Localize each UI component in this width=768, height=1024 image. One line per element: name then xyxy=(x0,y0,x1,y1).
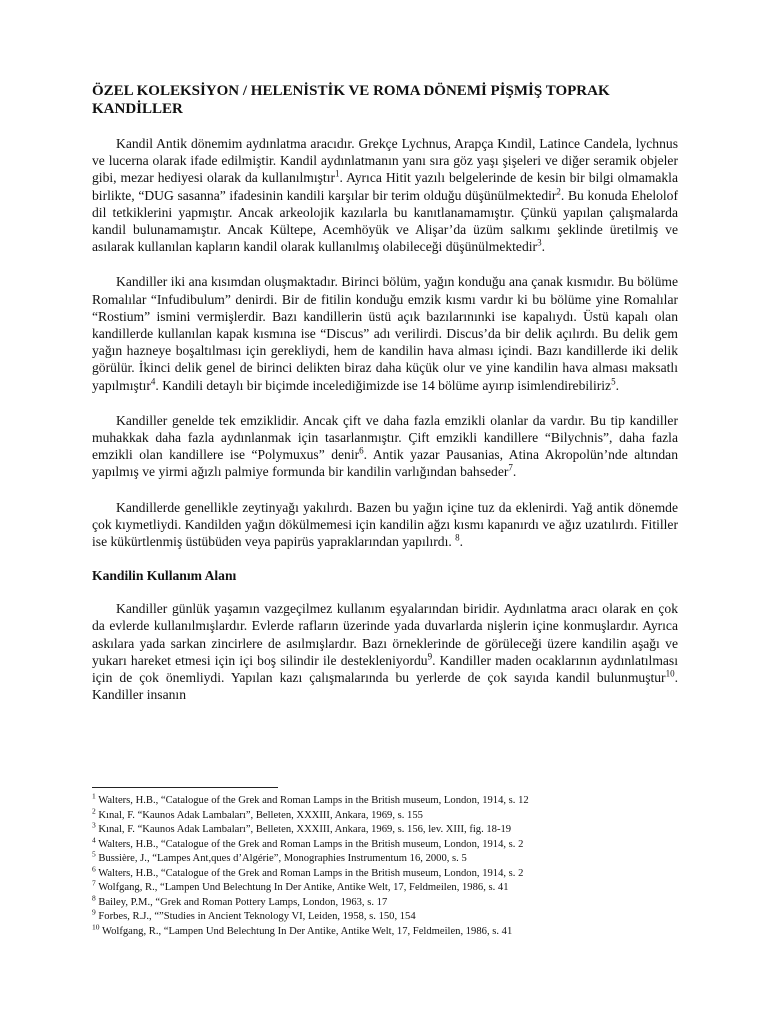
section-heading: Kandilin Kullanım Alanı xyxy=(92,568,237,584)
footnote-ref: 8 xyxy=(455,532,460,543)
footnote-ref: 1 xyxy=(335,168,340,179)
footnote-ref: 6 xyxy=(359,445,364,456)
footnote-item: $^3$ Kınal, F. “Kaunos Adak Lambaları”, Belleten, XXXIII, Ankara, 1969, s. 156, lev. XIII, fig. 18-19 xyxy=(92,820,512,835)
footnote-item: $^8$ Bailey, P.M., “Grek and Roman Pottery Lamps, London, 1963, s. 17 xyxy=(92,892,388,908)
paragraph-intro: Kandil Antik dönemim aydınlatma aracıdır. Grekçe Lychnus, Arapça Kındil, Latince Candela, lychnus ve lucerna olarak ifade edilmiştir. Kandil aydınlatmanın yanı sıra göz yaşı şişeleri ve diğer seramik objeler gibi, mezar hediyesi olarak da kullanılmıştır$^1$. Ayrıca Hitit yazılı belgelerinde de kesin bir bilgi olmamakla birlikte, “DUG sasanna” ifadesinin kandili karşılar bir terim olduğu düşünülmektedir$^2$. Bu konuda Ehelolof dil tetkiklerini yapmıştır. Ancak arkeolojik kazılarla bu kanıtlanamamıştır. Çünkü yapılan çalışmalarda kandil bulunamamıştır. Ancak Kültepe, Acemhöyük ve Alişar’da üzüm salkımı şeklinde üretilmiş ve asılarak kullanılan kapların kandil olarak kullanılmış olabileceği düşünülmektedir$^3$. xyxy=(92,136,678,255)
footnote-ref: 9 xyxy=(427,651,433,662)
footnote-item: $^4$ Walters, H.B., “Catalogue of the Grek and Roman Lamps in the British museum, London, 1914, s. 2 xyxy=(92,834,524,850)
footnote-item: $^9$ Forbes, R.J., “”Studies in Ancient Teknology VI, Leiden, 1958, s. 150, 154 xyxy=(92,907,416,922)
footnote-ref: 5 xyxy=(611,376,616,387)
footnote-ref: 3 xyxy=(537,237,542,248)
footnote-divider xyxy=(92,787,278,788)
footnote-item: $^1$ Walters, H.B., “Catalogue of the Grek and Roman Lamps in the British museum, London, 1914, s. 12 xyxy=(92,791,529,806)
document-title: ÖZEL KOLEKSİYON / HELENİSTİK VE ROMA DÖNEMİ PİŞMİŞ TOPRAK KANDİLLER xyxy=(92,83,610,117)
footnote-ref: 2 xyxy=(556,186,561,197)
paragraph-parts: Kandiller iki ana kısımdan oluşmaktadır. Birinci bölüm, yağın konduğu ana çanak kısmıdır. Bu bölüme Romalılar “Infudibulum” denirdi. Bir de fitilin konduğu emzik kısmı vardır ki bu bölüme yine Romalılar “Rostium” ismini vermişlerdir. Bazı kandillerin üstü açık bazılarınınki ise kapalıydı. Üstü kapalı olan kandillerde kullanılan kapak kısmına ise “Discus” adı verilirdi. Discus’da bir delik açılırdı. Bu delik gem yağın hazneye boşaltılması için gerekliydi, hem de kandilin hava alması içindi. Bazı kandillerde iki delik görülür. İkinci delik genel de birinci delikten biraz daha küçük olur ve yine kandilin hava alması maksatlı yapılmıştır$^4$. Kandili detaylı bir biçimde incelediğimizde ise 14 bölüme ayırıp isimlendirebiliriz$^5$. xyxy=(92,274,678,393)
footnote-ref: 4 xyxy=(150,376,156,387)
footnotes xyxy=(92,791,692,939)
footnote-item: $^2$ Kınal, F. “Kaunos Adak Lambaları”, Belleten, XXXIII, Ankara, 1969, s. 155 xyxy=(92,805,423,821)
paragraph-fuel: Kandillerde genellikle zeytinyağı yakılırdı. Bazen bu yağın içine tuz da eklenirdi. Yağ antik dönemde çok kıymetliydi. Kandilden yağın dökülmemesi için kandilin ağzı kısmı kapanırdı ve ağız uzatılırdı. Fitiller ise kükürtlenmiş üstübüden veya papirüs yapraklarından yapılırdı. $^8$. xyxy=(92,499,678,550)
paragraph-usage: Kandiller günlük yaşamın vazgeçilmez kullanım eşyalarından biridir. Aydınlatma aracı olarak en çok da evlerde kullanılmışlardır. Evlerde rafların üzerinde yada duvarlarda nişlerin içine konmuşlardır. Ayrıca askılara yada sarkan zincirlere de asılmışlardır. Bazı örneklerinde de görüleceği üzere kandilin aşağı ve yukarı hareket etmesi için içi boş silindir ile destekleniyordu$^9$. Kandiller maden ocaklarının aydınlatılması için de çok önemliydi. Yapılan kazı çalışmalarında bu yerlerde de çok sayıda kandil bulunmuştur$^{10}$. Kandiller insanın xyxy=(92,601,678,703)
footnote-item: $^6$ Walters, H.B., “Catalogue of the Grek and Roman Lamps in the British museum, London, 1914, s. 2 xyxy=(92,863,524,879)
paragraph-nozzles: Kandiller genelde tek emziklidir. Ancak çift ve daha fazla emzikli olanlar da vardır. Bu tip kandiller muhakkak daha fazla aydınlanmak için tasarlanmıştır. Çift emzikli kandillere “Bilychnis”, daha fazla emzikli olan kandillere ise “Polymuxus” denir$^6$. Antik yazar Pausanias, Atina Akropolün’nde altından yapılmış ve yirmi ağızlı palmiye formunda bir kandilin varlığından bahseder$^7$. xyxy=(92,412,678,480)
footnote-ref: 7 xyxy=(508,462,513,473)
footnote-item: $^{10}$ Wolfgang, R., “Lampen Und Belechtung In Der Antike, Antike Welt, 17, Feldmeilen, 1986, s. 41 xyxy=(92,921,513,937)
footnote-ref: 10 xyxy=(665,668,675,679)
footnote-item: $^5$ Bussière, J., “Lampes Ant,ques d’Algérie”, Monographies Instrumentum 16, 2000, s. 5 xyxy=(92,849,467,864)
page-body xyxy=(92,82,678,703)
footnote-item: $^7$ Wolfgang, R., “Lampen Und Belechtung In Der Antike, Antike Welt, 17, Feldmeilen, 1986, s. 41 xyxy=(92,878,509,893)
